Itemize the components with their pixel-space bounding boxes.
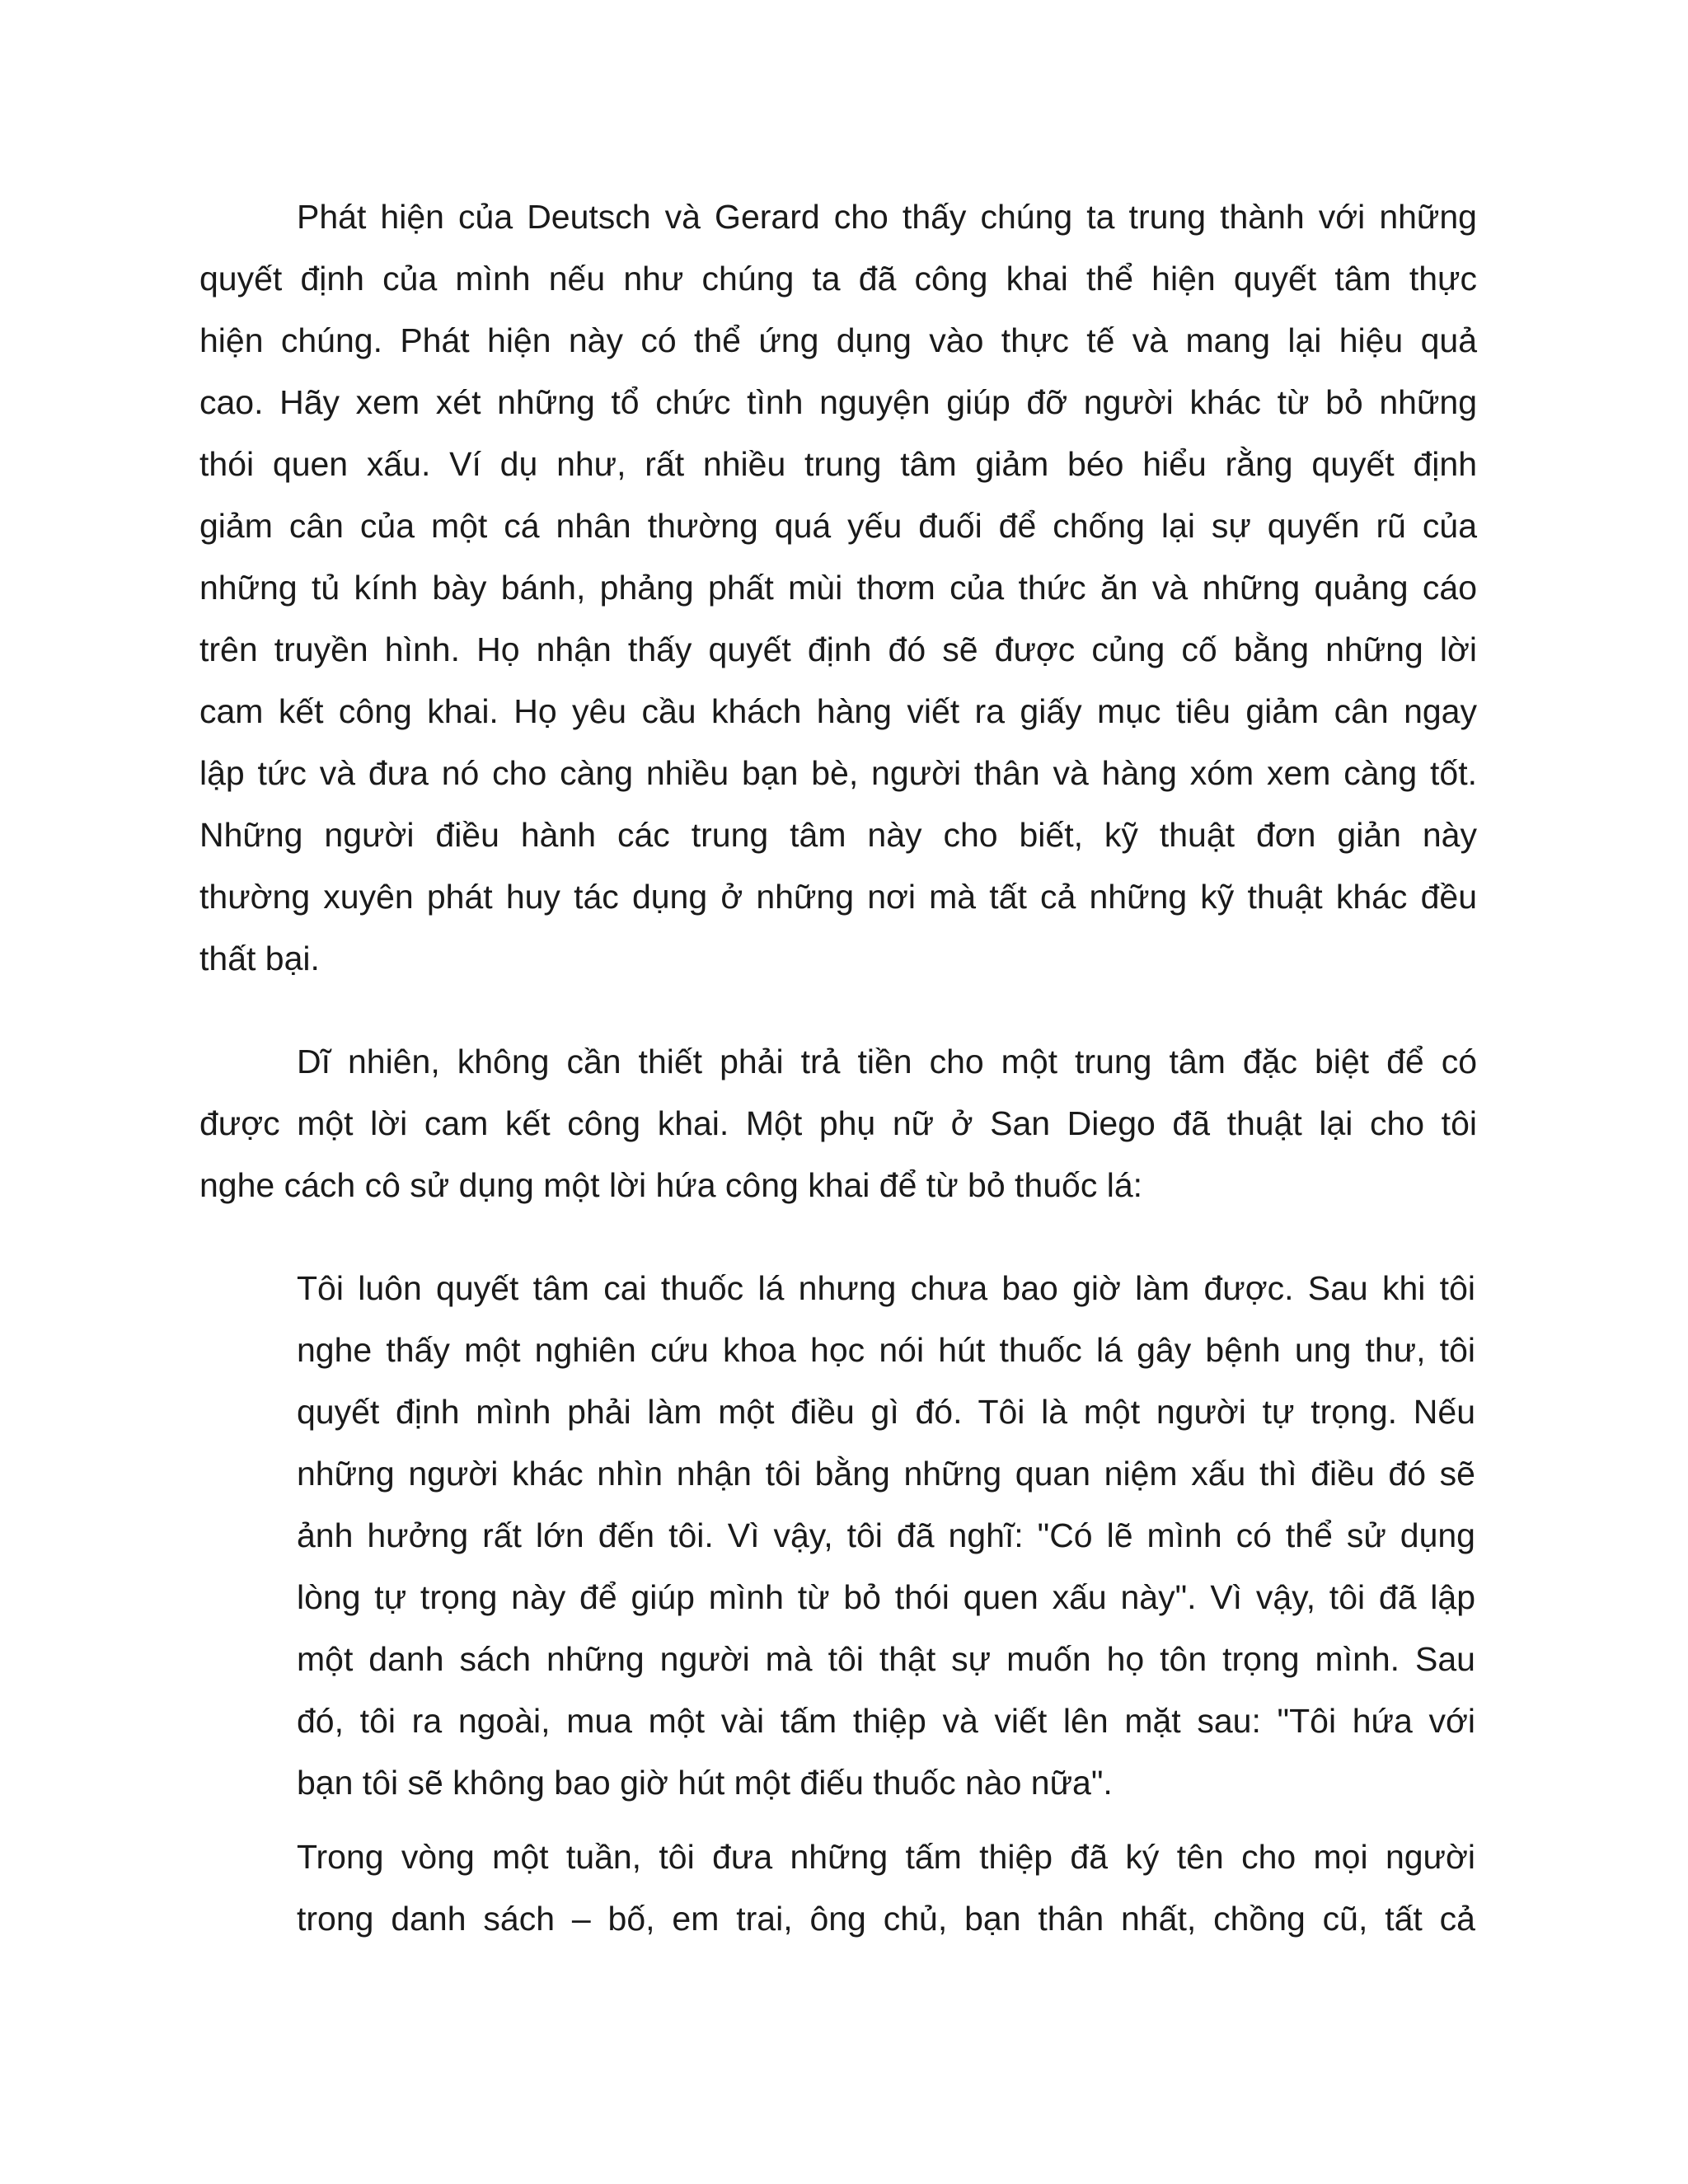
text-line: cam kết công khai. Họ yêu cầu khách hàng viết ra giấy mục tiêu giảm cân ngay [199, 692, 1477, 730]
text-line: giảm cân của một cá nhân thường quá yếu đuối để chống lại sự quyến rũ của [199, 507, 1477, 545]
quote-line: một danh sách những người mà tôi thật sự muốn họ tôn trọng mình. Sau [297, 1640, 1475, 1678]
quote-line: đó, tôi ra ngoài, mua một vài tấm thiệp và viết lên mặt sau: "Tôi hứa với [297, 1702, 1475, 1740]
text-line: Dĩ nhiên, không cần thiết phải trả tiền cho một trung tâm đặc biệt để có [297, 1043, 1477, 1080]
quote-line: Trong vòng một tuần, tôi đưa những tấm thiệp đã ký tên cho mọi người [297, 1838, 1475, 1876]
text-line: lập tức và đưa nó cho càng nhiều bạn bè, người thân và hàng xóm xem càng tốt. [199, 754, 1477, 792]
quote-line: Tôi luôn quyết tâm cai thuốc lá nhưng chưa bao giờ làm được. Sau khi tôi [297, 1269, 1475, 1307]
quote-line: trong danh sách – bố, em trai, ông chủ, bạn thân nhất, chồng cũ, tất cả [297, 1900, 1475, 1938]
text-line: được một lời cam kết công khai. Một phụ nữ ở San Diego đã thuật lại cho tôi [199, 1104, 1477, 1142]
quote-line: lòng tự trọng này để giúp mình từ bỏ thói quen xấu này". Vì vậy, tôi đã lập [297, 1578, 1475, 1616]
text-line: nghe cách cô sử dụng một lời hứa công khai để từ bỏ thuốc lá: [199, 1166, 1143, 1204]
text-line: cao. Hãy xem xét những tổ chức tình nguyện giúp đỡ người khác từ bỏ những [199, 383, 1477, 421]
text-line: Phát hiện của Deutsch và Gerard cho thấy chúng ta trung thành với những [297, 198, 1477, 236]
quote-line: quyết định mình phải làm một điều gì đó. Tôi là một người tự trọng. Nếu [297, 1393, 1475, 1431]
quote-line: ảnh hưởng rất lớn đến tôi. Vì vậy, tôi đã nghĩ: "Có lẽ mình có thể sử dụng [297, 1516, 1475, 1554]
text-line: quyết định của mình nếu như chúng ta đã công khai thể hiện quyết tâm thực [199, 260, 1477, 298]
text-line: trên truyền hình. Họ nhận thấy quyết định đó sẽ được củng cố bằng những lời [199, 630, 1477, 668]
text-line: hiện chúng. Phát hiện này có thể ứng dụng vào thực tế và mang lại hiệu quả [199, 321, 1477, 359]
quote-line: nghe thấy một nghiên cứu khoa học nói hút thuốc lá gây bệnh ung thư, tôi [297, 1331, 1475, 1369]
text-line: Những người điều hành các trung tâm này cho biết, kỹ thuật đơn giản này [199, 816, 1477, 854]
text-line: thất bại. [199, 940, 320, 977]
quote-line: bạn tôi sẽ không bao giờ hút một điếu thuốc nào nữa". [297, 1764, 1113, 1802]
text-line: những tủ kính bày bánh, phảng phất mùi thơm của thức ăn và những quảng cáo [199, 569, 1477, 607]
text-line: thường xuyên phát huy tác dụng ở những nơi mà tất cả những kỹ thuật khác đều [199, 878, 1477, 916]
quote-line: những người khác nhìn nhận tôi bằng những quan niệm xấu thì điều đó sẽ [297, 1455, 1475, 1493]
text-line: thói quen xấu. Ví dụ như, rất nhiều trung tâm giảm béo hiểu rằng quyết định [199, 445, 1477, 483]
